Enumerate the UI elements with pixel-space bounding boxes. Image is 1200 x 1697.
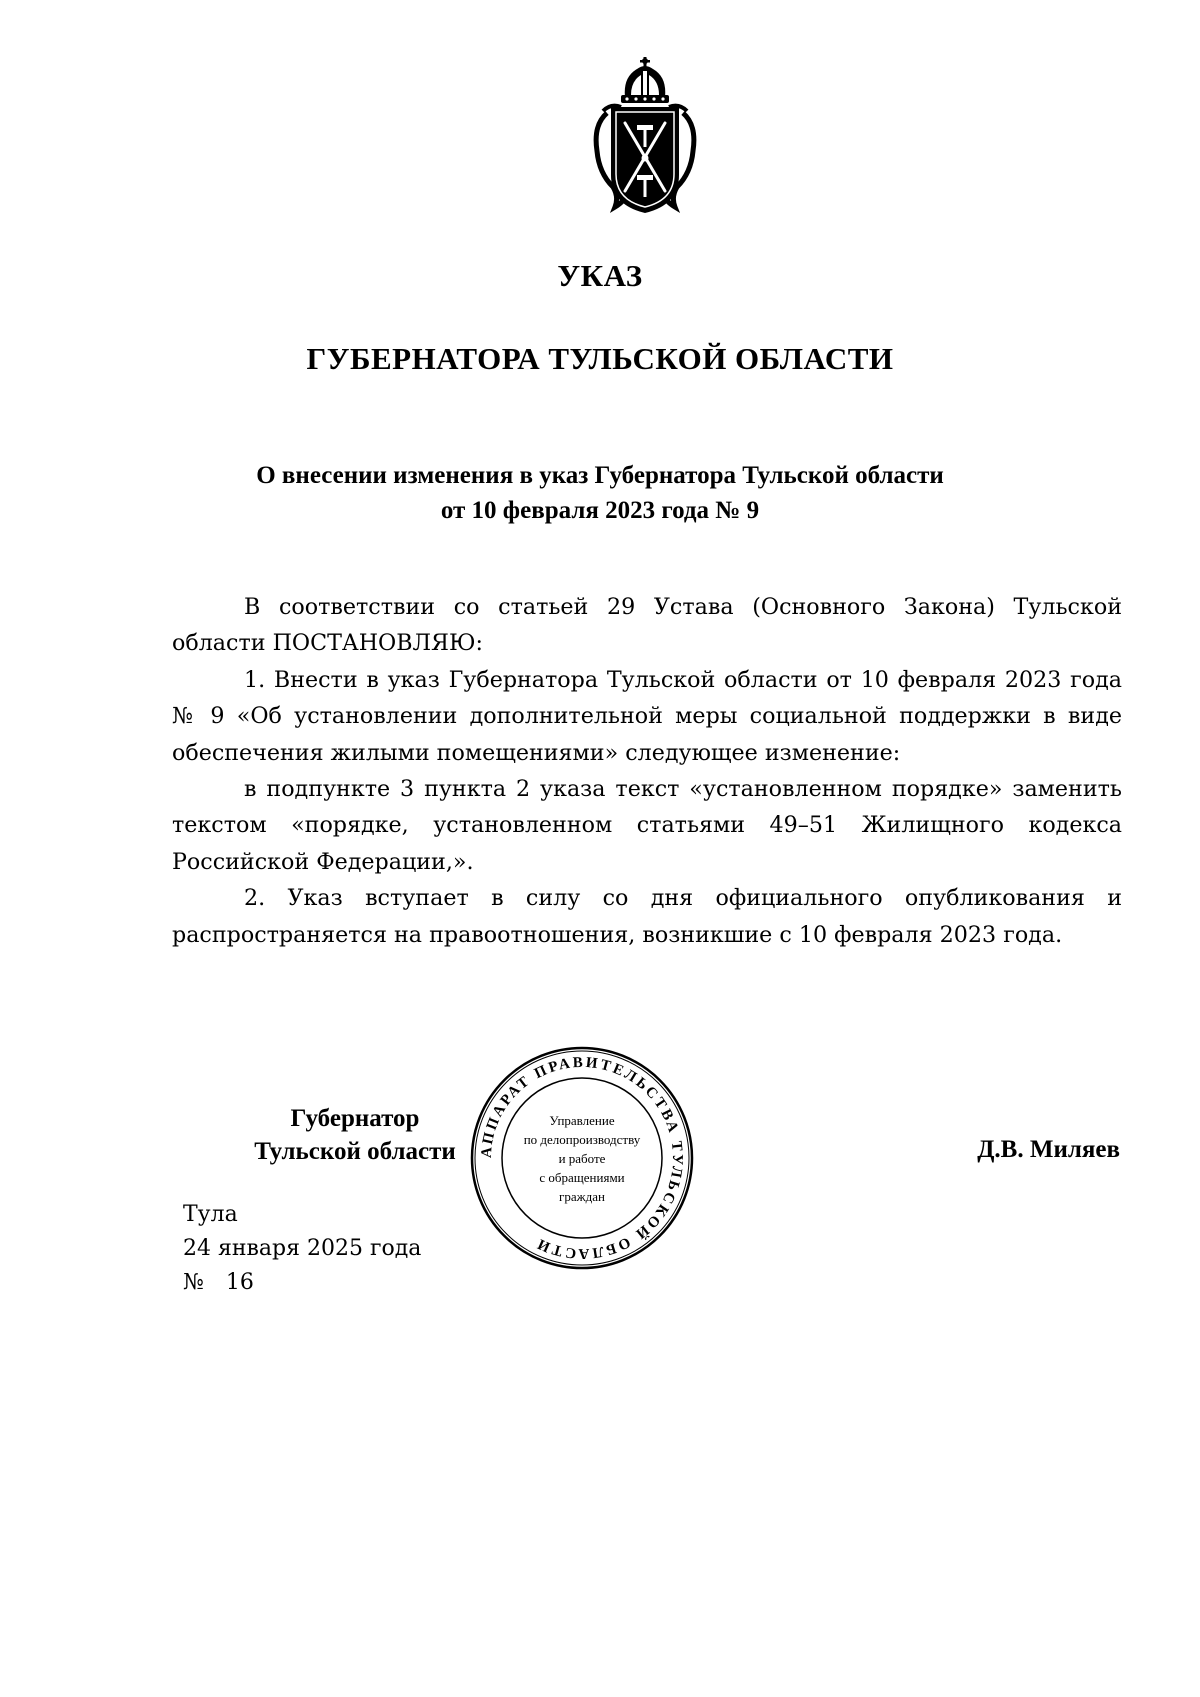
stamp-center-line: граждан: [559, 1189, 605, 1204]
body-paragraph: 2. Указ вступает в силу со дня официального опубликования и распространяется на правоотношения, возникшие с 10 февраля 2023 года.: [172, 885, 1122, 948]
subject-line-1: О внесении изменения в указ Губернатора Тульской области: [256, 462, 944, 489]
document-subject: [0, 458, 1200, 528]
subject-line-2: от 10 февраля 2023 года № 9: [440, 497, 760, 524]
document-type-heading: УКАЗ: [557, 258, 643, 293]
official-stamp: [467, 1043, 697, 1273]
issuing-authority-heading: ГУБЕРНАТОРА ТУЛЬСКОЙ ОБЛАСТИ: [306, 341, 894, 376]
signatory-name: Д.В. Миляев: [977, 1136, 1120, 1163]
number-value: 16: [225, 1270, 254, 1295]
body-paragraph: в подпункте 3 пункта 2 указа текст «установленном порядке» заменить текстом «порядке, установленном статьями 49–51 Жилищного кодекса Российской Федерации,».: [172, 776, 1122, 875]
stamp-center-line: по делопроизводству: [523, 1132, 641, 1147]
body-paragraph: 1. Внести в указ Губернатора Тульской области от 10 февраля 2023 года № 9 «Об установлении дополнительной меры социальной поддержки в виде обеспечения жилыми помещениями» следующее изменение:: [172, 666, 1122, 766]
place-of-issue: Тула: [183, 1202, 238, 1227]
body-paragraph: В соответствии со статьей 29 Устава (Основного Закона) Тульской области ПОСТАНОВЛЯЮ:: [172, 594, 1122, 657]
date-of-issue: 24 января 2025 года: [183, 1236, 422, 1261]
document-body: [172, 589, 1122, 953]
coat-of-arms-emblem: [585, 55, 705, 220]
stamp-center-line: Управление: [549, 1113, 615, 1128]
signatory-position-line-2: Тульской области: [254, 1138, 456, 1165]
document-number: [183, 1266, 421, 1300]
signatory-position: [225, 1102, 485, 1168]
stamp-center-line: и работе: [558, 1151, 606, 1166]
stamp-ring-text: АППАРАТ ПРАВИТЕЛЬСТВА ТУЛЬСКОЙ ОБЛАСТИ: [478, 1054, 686, 1262]
stamp-center-line: с обращениями: [539, 1170, 625, 1185]
signatory-position-line-1: Губернатор: [290, 1105, 420, 1132]
number-sign: №: [183, 1270, 204, 1295]
document-footer: [183, 1198, 421, 1300]
